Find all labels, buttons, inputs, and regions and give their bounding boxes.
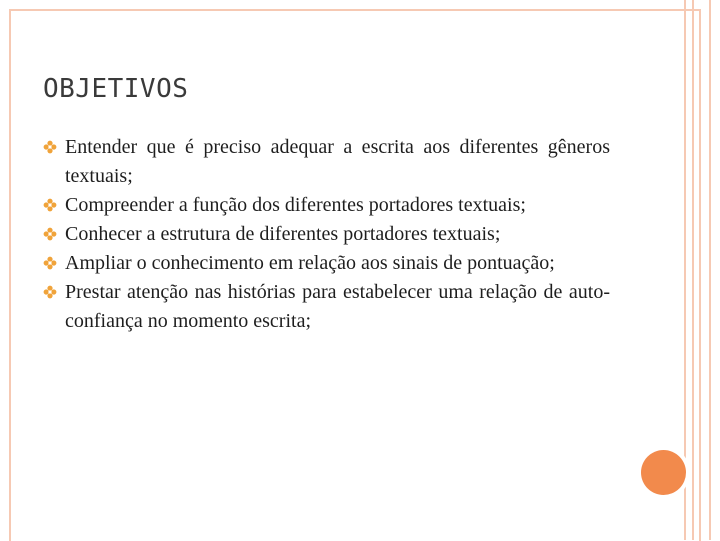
flower-bullet-icon: [43, 227, 57, 241]
decorative-orange-circle: [641, 450, 686, 495]
flower-bullet-icon: [43, 256, 57, 270]
list-item: [43, 133, 610, 191]
list-item-text: Ampliar o conhecimento em relação aos sinais de pontuação;: [65, 252, 555, 274]
flower-bullet-icon: [43, 198, 57, 212]
list-item: [43, 249, 610, 278]
list-item: [43, 191, 610, 220]
decorative-vertical-line: [684, 0, 686, 540]
decorative-vertical-line: [692, 0, 694, 540]
list-item-text: Conhecer a estrutura de diferentes portadores textuais;: [65, 223, 501, 245]
list-item-text: Entender que é preciso adequar a escrita aos diferentes gêneros textuais;: [65, 136, 610, 187]
list-item-text: Prestar atenção nas histórias para estabelecer uma relação de auto-confiança no momento escrita;: [65, 281, 610, 332]
objectives-list: [43, 133, 610, 336]
list-item: [43, 278, 610, 336]
flower-bullet-icon: [43, 140, 57, 154]
list-item: [43, 220, 610, 249]
list-item-text: Compreender a função dos diferentes portadores textuais;: [65, 194, 526, 216]
flower-bullet-icon: [43, 285, 57, 299]
decorative-vertical-line: [709, 0, 711, 540]
slide-title: OBJETIVOS: [43, 74, 189, 104]
